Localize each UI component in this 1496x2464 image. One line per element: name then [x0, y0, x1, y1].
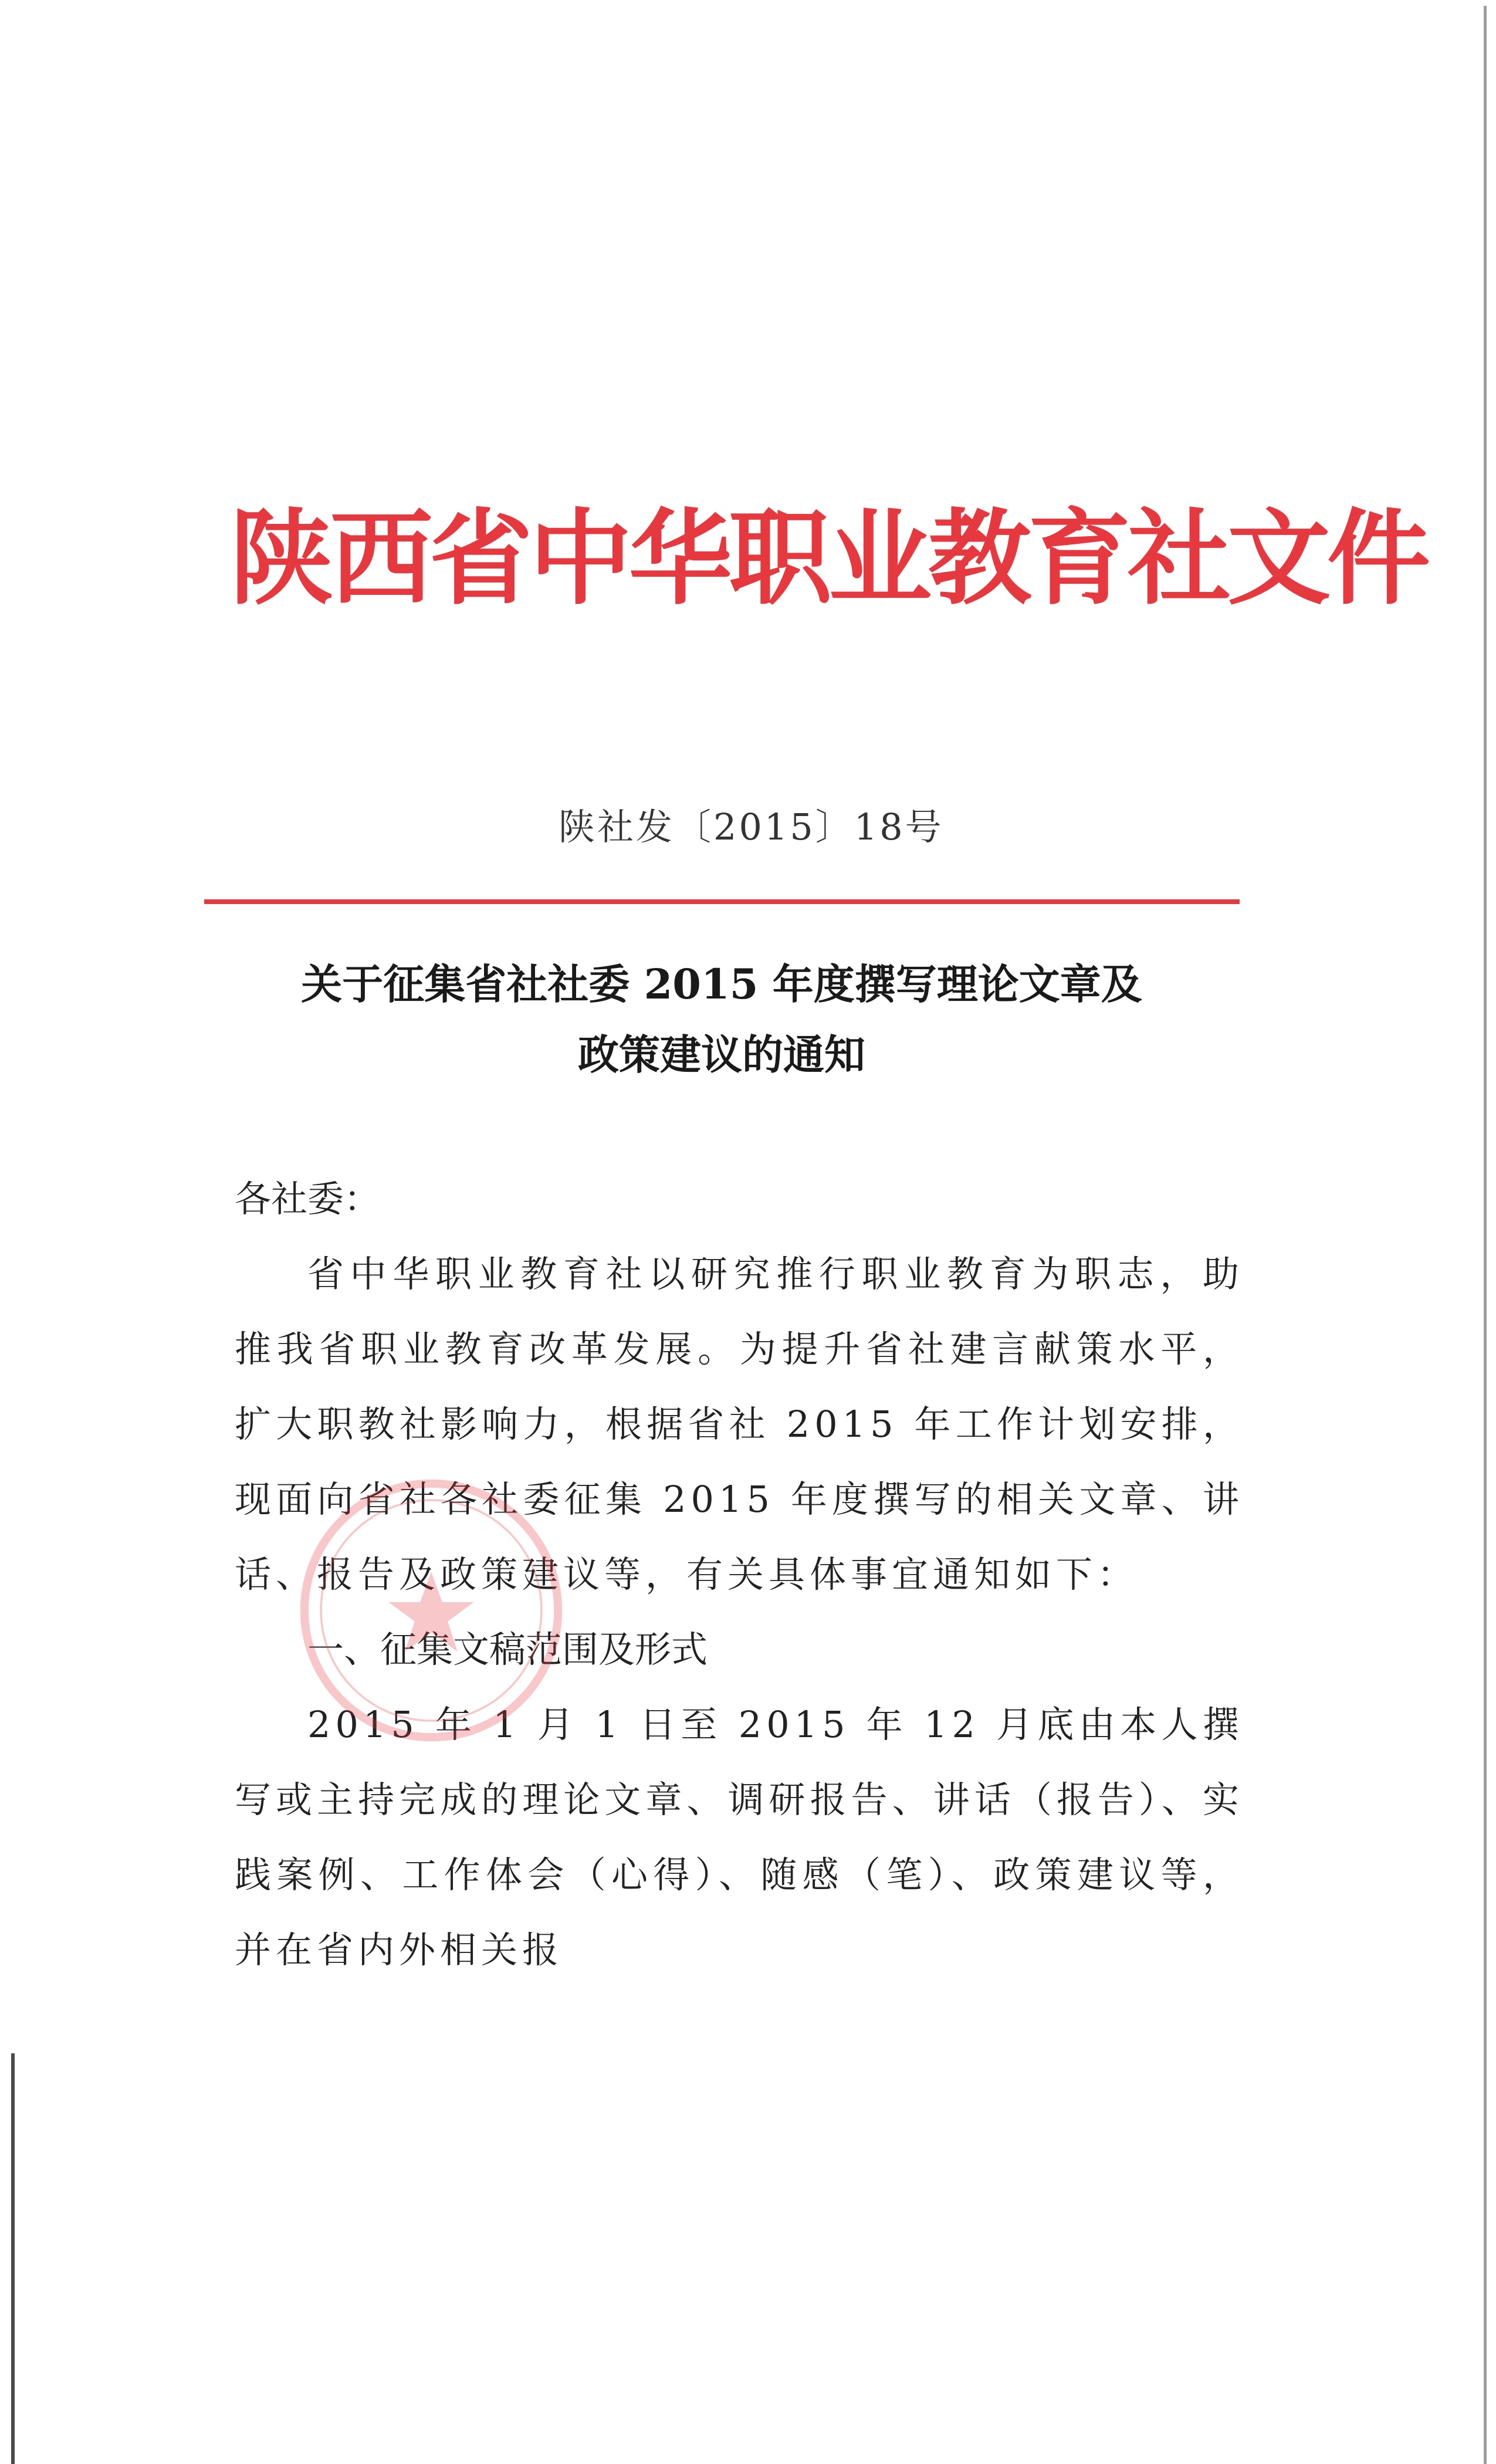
- document-header-title: 陕西省中华职业教育社文件: [230, 497, 1427, 619]
- notice-title-line-1: 关于征集省社社委 2015 年度撰写理论文章及: [301, 960, 1142, 1008]
- notice-title: [211, 949, 1232, 1090]
- salutation: 各社委：: [235, 1177, 381, 1220]
- document-number: 陕社发〔2015〕18号: [559, 805, 944, 848]
- body-paragraph: 省中华职业教育社以研究推行职业教育为职志，助推我省职业教育改革发展。为提升省社建言献策水平，扩大职教社影响力，根据省社 2015 年工作计划安排， 现面向省社各社委征集 2015 年度撰写的相关文章、讲话、报告及政策建议等，有关具体事宜通知如下：: [235, 1253, 1244, 1596]
- section-paragraph: 2015 年 1 月 1 日至 2015 年 12 月底由本人撰写或主持完成的理论文章、调研报告、讲话（报告）、实践案例、工作体会（心得）、随感（笔）、政策建议等，并在省内外相关报: [235, 1703, 1244, 1971]
- section-heading: 一、征集文稿范围及形式: [307, 1628, 708, 1671]
- red-divider-rule: [204, 899, 1240, 904]
- scan-edge-line-left: [11, 2053, 15, 2464]
- official-seal-stamp: [293, 1473, 569, 1748]
- scan-edge-line: [1484, 6, 1487, 2464]
- notice-title-line-2: 政策建议的通知: [578, 1030, 865, 1079]
